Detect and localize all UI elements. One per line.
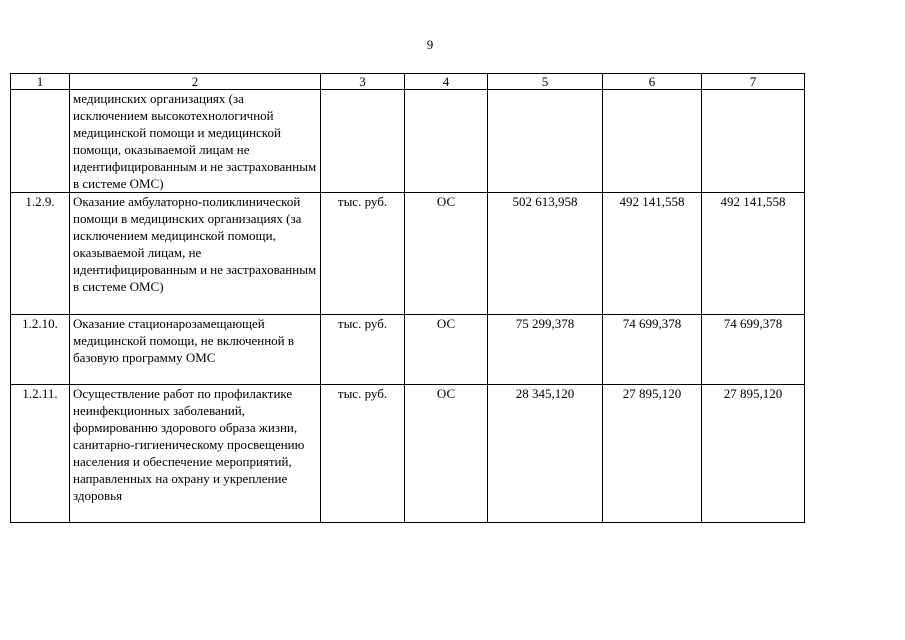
column-header: 1 (11, 74, 70, 90)
row-number-cell: 1.2.10. (11, 315, 70, 385)
row-description-cell: медицинских организациях (за исключением высокотехнологичной медицинской помощи и медицинской помощи, оказываемой лицам не идентифицированным и не застрахованным в системе ОМС) (70, 90, 321, 193)
row-unit-cell: тыс. руб. (321, 385, 405, 523)
row-code-cell (405, 90, 488, 193)
column-header: 3 (321, 74, 405, 90)
row-number-cell (11, 90, 70, 193)
row-value-5-cell: 75 299,378 (488, 315, 603, 385)
budget-table (10, 73, 805, 523)
row-unit-cell: тыс. руб. (321, 315, 405, 385)
row-value-6-cell (603, 90, 702, 193)
row-value-6-cell: 27 895,120 (603, 385, 702, 523)
row-code-cell: ОС (405, 193, 488, 315)
table-row (11, 193, 805, 315)
table-row (11, 90, 805, 193)
column-header: 5 (488, 74, 603, 90)
row-unit-cell: тыс. руб. (321, 193, 405, 315)
table-row (11, 385, 805, 523)
row-value-7-cell: 74 699,378 (702, 315, 805, 385)
table-row (11, 315, 805, 385)
row-code-cell: ОС (405, 315, 488, 385)
row-value-7-cell: 27 895,120 (702, 385, 805, 523)
column-header: 2 (70, 74, 321, 90)
row-value-5-cell: 502 613,958 (488, 193, 603, 315)
row-description-cell: Осуществление работ по профилактике неинфекционных заболеваний, формированию здорового образа жизни, санитарно-гигиеническому просвещению населения и обеспечение мероприятий, направленных на охрану и укрепление здоровья (70, 385, 321, 523)
row-unit-cell (321, 90, 405, 193)
row-value-7-cell: 492 141,558 (702, 193, 805, 315)
row-code-cell: ОС (405, 385, 488, 523)
row-number-cell: 1.2.9. (11, 193, 70, 315)
row-description-cell: Оказание амбулаторно-поликлинической помощи в медицинских организациях (за исключением медицинской помощи, оказываемой лицам, не идентифицированным и не застрахованным в системе ОМС) (70, 193, 321, 315)
row-value-5-cell: 28 345,120 (488, 385, 603, 523)
column-header: 7 (702, 74, 805, 90)
table-header-row (11, 74, 805, 90)
row-description-cell: Оказание стационарозамещающей медицинской помощи, не включенной в базовую программу ОМС (70, 315, 321, 385)
column-header: 4 (405, 74, 488, 90)
row-number-cell: 1.2.11. (11, 385, 70, 523)
row-value-6-cell: 74 699,378 (603, 315, 702, 385)
column-header: 6 (603, 74, 702, 90)
row-value-6-cell: 492 141,558 (603, 193, 702, 315)
row-value-5-cell (488, 90, 603, 193)
row-value-7-cell (702, 90, 805, 193)
page-number: 9 (426, 37, 434, 52)
